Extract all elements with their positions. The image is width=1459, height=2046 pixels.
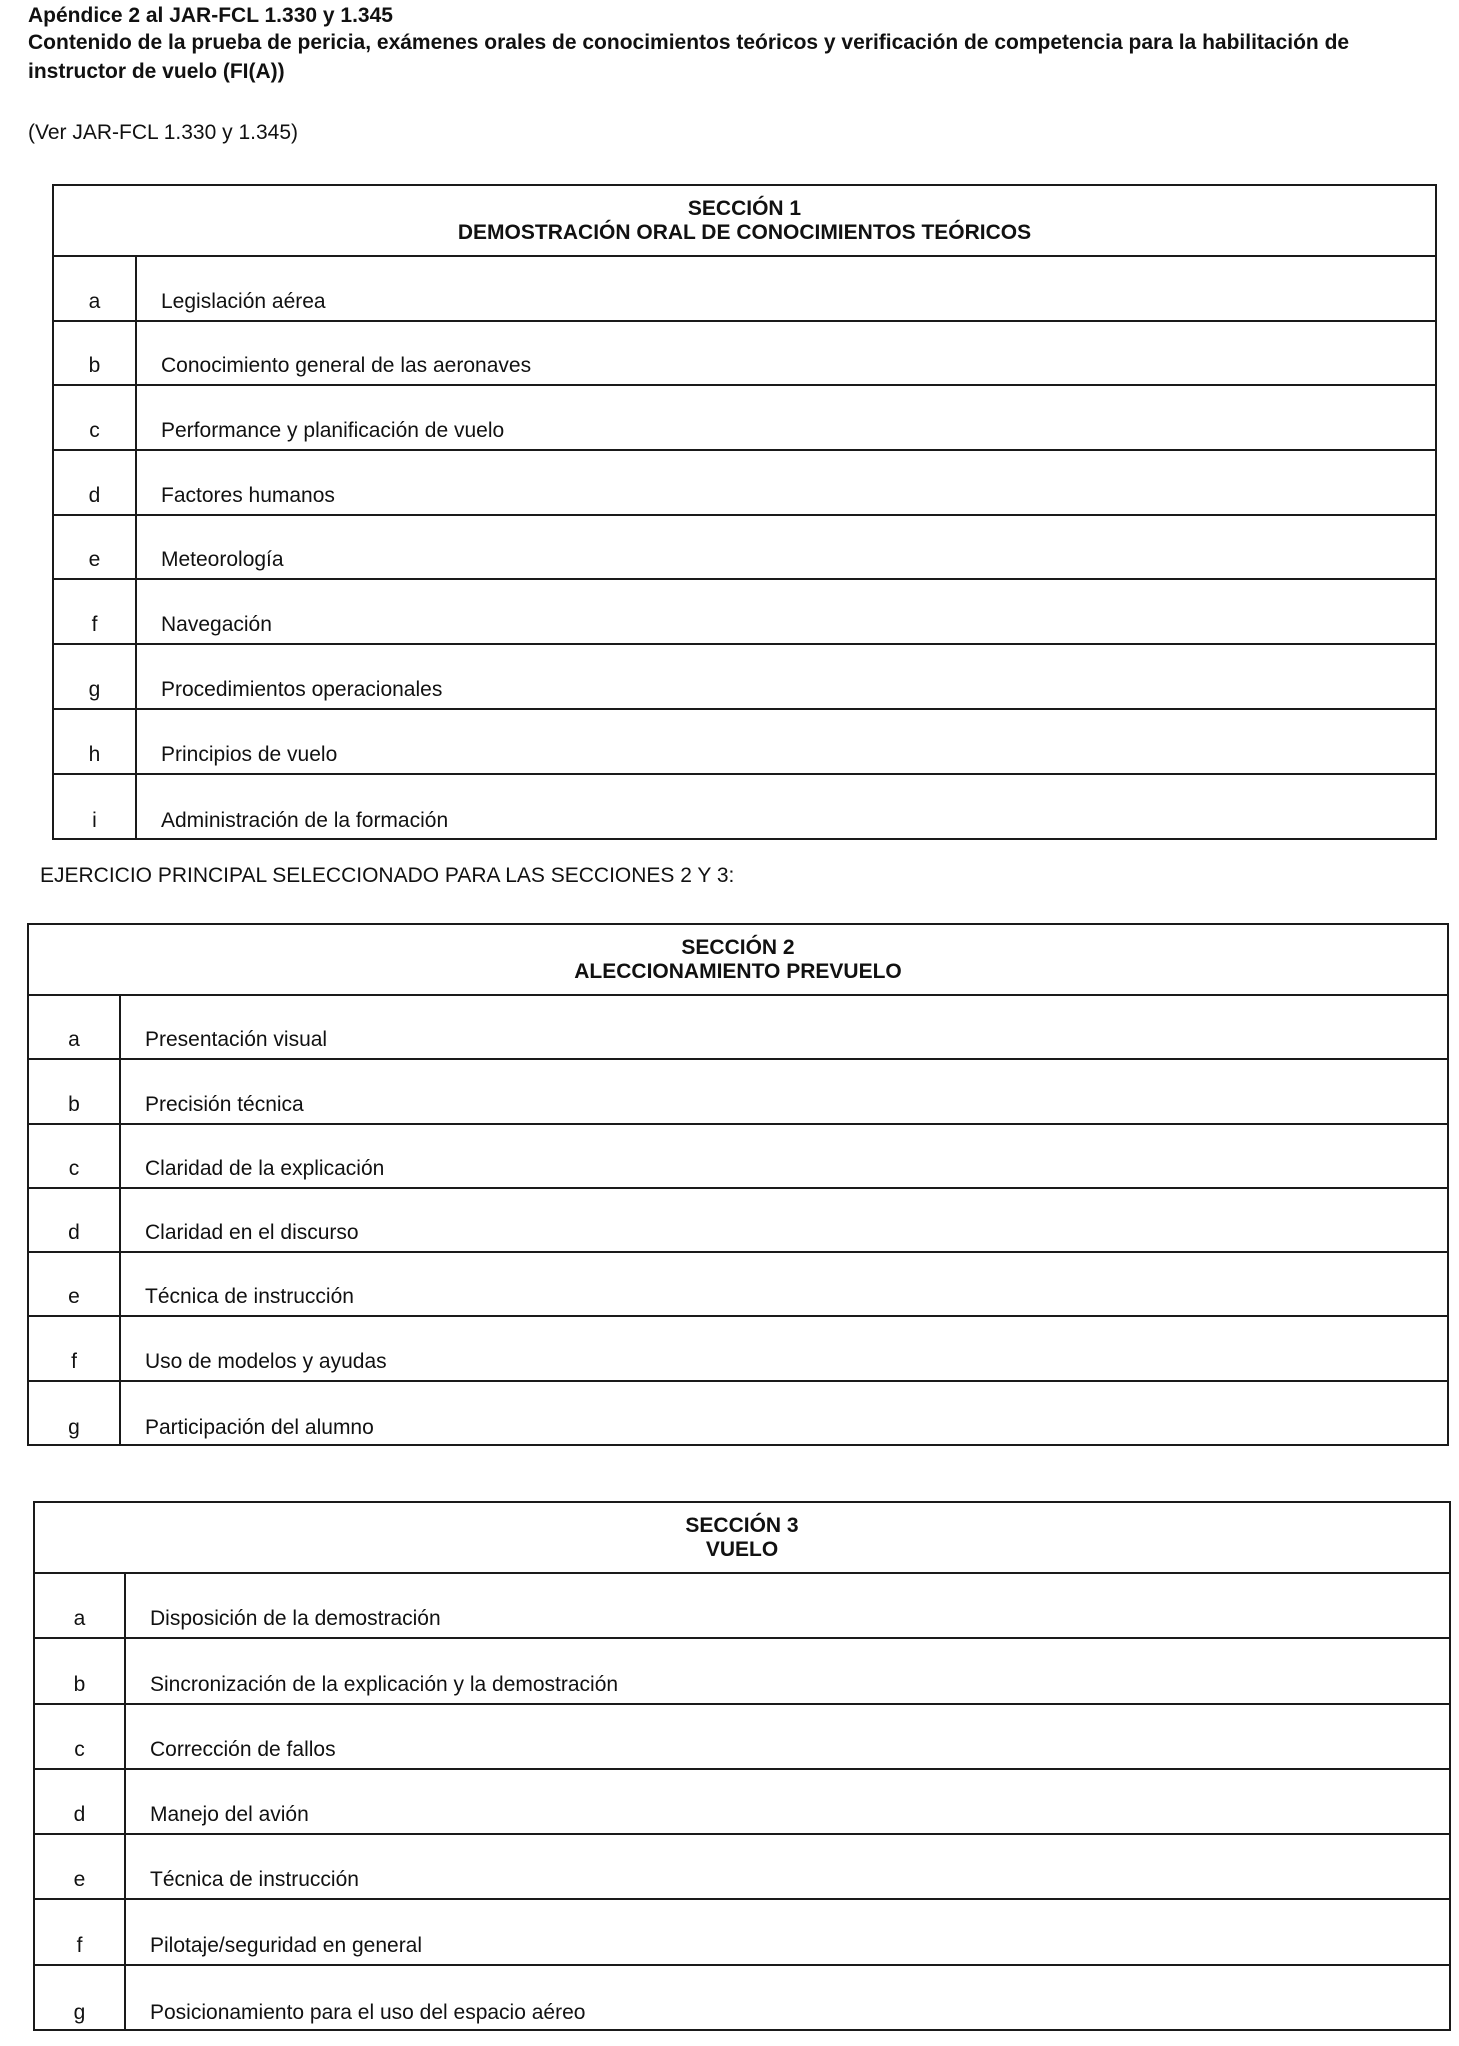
row-letter: d bbox=[35, 1770, 126, 1833]
row-letter: d bbox=[29, 1189, 121, 1251]
row-item-text: Principios de vuelo bbox=[161, 742, 338, 766]
row-item-text: Navegación bbox=[161, 613, 272, 637]
table-row bbox=[29, 1317, 1447, 1381]
row-letter: a bbox=[29, 996, 121, 1058]
section-2-table bbox=[27, 923, 1449, 1446]
table-row bbox=[54, 451, 1435, 516]
row-letter: g bbox=[35, 1966, 126, 2031]
row-item-text: Disposición de la demostración bbox=[150, 1607, 441, 1631]
row-item-text: Meteorología bbox=[161, 548, 284, 572]
row-item-text: Administración de la formación bbox=[161, 809, 449, 833]
row-letter: i bbox=[54, 775, 137, 840]
row-letter: d bbox=[54, 451, 137, 514]
section-1-header bbox=[54, 186, 1435, 257]
table-row bbox=[54, 710, 1435, 775]
row-letter: c bbox=[54, 386, 137, 449]
section-2-title: ALECCIONAMIENTO PREVUELO bbox=[574, 959, 902, 983]
section-3-table bbox=[33, 1501, 1451, 2031]
section-1-title: DEMOSTRACIÓN ORAL DE CONOCIMIENTOS TEÓRICOS bbox=[457, 220, 1032, 244]
row-letter: a bbox=[54, 257, 137, 320]
table-row bbox=[54, 580, 1435, 645]
document-subtitle: Contenido de la prueba de pericia, exámenes orales de conocimientos teóricos y verificación de competencia para la habilitación de instructor de vuelo (FI(A)) bbox=[28, 31, 1350, 83]
row-item-text: Técnica de instrucción bbox=[145, 1285, 354, 1309]
row-item-text: Procedimientos operacionales bbox=[161, 677, 443, 701]
row-item-text: Técnica de instrucción bbox=[150, 1868, 359, 1892]
section-3-number: SECCIÓN 3 bbox=[685, 1513, 799, 1537]
table-row bbox=[35, 1835, 1449, 1900]
table-row bbox=[54, 322, 1435, 387]
row-item-text: Precisión técnica bbox=[145, 1092, 304, 1116]
section-1-table bbox=[52, 184, 1437, 840]
row-letter: c bbox=[29, 1125, 121, 1187]
table-row bbox=[35, 1705, 1449, 1770]
row-item-text: Claridad en el discurso bbox=[145, 1221, 359, 1245]
table-row bbox=[29, 1253, 1447, 1317]
document-title: Apéndice 2 al JAR-FCL 1.330 y 1.345 bbox=[28, 4, 393, 27]
table-row bbox=[29, 1189, 1447, 1253]
table-row bbox=[35, 1574, 1449, 1639]
table-row bbox=[54, 645, 1435, 710]
row-letter: c bbox=[35, 1705, 126, 1768]
row-item-text: Legislación aérea bbox=[161, 289, 326, 313]
table-row bbox=[35, 1639, 1449, 1704]
table-row bbox=[54, 257, 1435, 322]
table-row bbox=[54, 516, 1435, 581]
row-item-text: Claridad de la explicación bbox=[145, 1156, 385, 1180]
row-letter: a bbox=[35, 1574, 126, 1637]
row-letter: b bbox=[35, 1639, 126, 1702]
table-row bbox=[35, 1770, 1449, 1835]
row-item-text: Corrección de fallos bbox=[150, 1737, 336, 1761]
row-item-text: Sincronización de la explicación y la demostración bbox=[150, 1672, 619, 1696]
row-item-text: Pilotaje/seguridad en general bbox=[150, 1933, 423, 1957]
row-letter: g bbox=[29, 1382, 121, 1446]
row-item-text: Participación del alumno bbox=[145, 1416, 374, 1440]
row-letter: g bbox=[54, 645, 137, 708]
row-item-text: Factores humanos bbox=[161, 483, 335, 507]
table-row bbox=[29, 996, 1447, 1060]
section-3-title: VUELO bbox=[705, 1537, 779, 1561]
row-item-text: Performance y planificación de vuelo bbox=[161, 419, 505, 443]
reference-note: (Ver JAR-FCL 1.330 y 1.345) bbox=[28, 121, 299, 144]
section-1-number: SECCIÓN 1 bbox=[687, 196, 802, 220]
exercise-label: EJERCICIO PRINCIPAL SELECCIONADO PARA LAS SECCIONES 2 Y 3: bbox=[40, 864, 735, 887]
row-item-text: Presentación visual bbox=[145, 1028, 328, 1052]
table-row bbox=[29, 1060, 1447, 1124]
row-letter: b bbox=[54, 322, 137, 385]
table-row bbox=[35, 1900, 1449, 1965]
table-row bbox=[54, 775, 1435, 840]
row-letter: f bbox=[54, 580, 137, 643]
row-item-text: Uso de modelos y ayudas bbox=[145, 1349, 387, 1373]
section-2-header bbox=[29, 925, 1447, 996]
row-letter: h bbox=[54, 710, 137, 773]
table-row bbox=[29, 1125, 1447, 1189]
row-item-text: Conocimiento general de las aeronaves bbox=[161, 354, 532, 378]
row-letter: f bbox=[29, 1317, 121, 1379]
section-3-header bbox=[35, 1503, 1449, 1574]
row-letter: e bbox=[35, 1835, 126, 1898]
table-row bbox=[35, 1966, 1449, 2031]
table-row bbox=[29, 1382, 1447, 1446]
row-letter: e bbox=[29, 1253, 121, 1315]
table-row bbox=[54, 386, 1435, 451]
row-item-text: Posicionamiento para el uso del espacio aéreo bbox=[150, 2001, 586, 2025]
row-item-text: Manejo del avión bbox=[150, 1803, 309, 1827]
row-letter: f bbox=[35, 1900, 126, 1963]
row-letter: e bbox=[54, 516, 137, 579]
section-2-number: SECCIÓN 2 bbox=[681, 935, 795, 959]
row-letter: b bbox=[29, 1060, 121, 1122]
